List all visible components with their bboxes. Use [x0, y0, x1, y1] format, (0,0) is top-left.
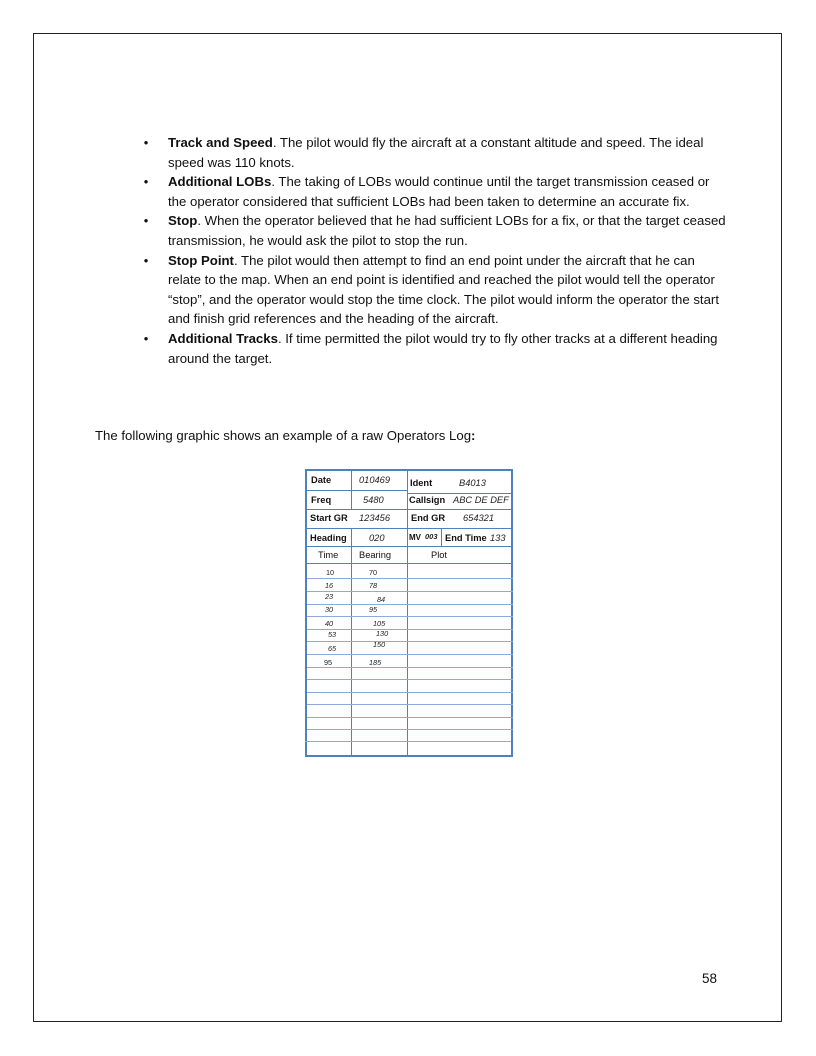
date-label: Date: [311, 475, 332, 485]
grid-line: [307, 692, 513, 693]
end-gr-value: 654321: [463, 513, 495, 523]
list-item: [141, 211, 731, 250]
time-entry: 30: [325, 605, 334, 614]
grid-line: [307, 729, 513, 730]
ident-label: Ident: [410, 478, 433, 488]
grid-line: [307, 490, 407, 491]
list-item: [141, 329, 731, 368]
grid-line: [307, 546, 513, 547]
plot-column-header: Plot: [431, 550, 448, 560]
bullet-text: . The taking of LOBs would continue until the target transmission ceased or the operator considered that sufficient LOBs had been taken to determine an accurate fix.: [168, 174, 710, 209]
mv-label: MV: [409, 533, 421, 542]
bearing-entry: 95: [369, 605, 378, 614]
freq-label: Freq: [311, 495, 332, 505]
intro-colon: :: [471, 428, 476, 443]
list-item: [141, 133, 731, 172]
bearing-entry: 70: [369, 568, 378, 577]
bearing-entry: 84: [377, 595, 386, 604]
time-entry: 16: [325, 581, 334, 590]
grid-line: [441, 528, 442, 546]
grid-line: [307, 654, 513, 655]
grid-line: [307, 667, 513, 668]
bullet-term: Additional Tracks: [168, 330, 278, 346]
bearing-entry: 130: [376, 629, 389, 638]
callsign-label: Callsign: [409, 495, 446, 505]
heading-value: 020: [369, 533, 385, 543]
freq-value: 5480: [363, 495, 384, 505]
time-entry: 40: [325, 619, 334, 628]
start-gr-label: Start GR: [310, 513, 348, 523]
bullet-icon: •: [143, 174, 149, 190]
ident-value: B4013: [459, 478, 486, 488]
time-entry: 65: [328, 644, 337, 653]
grid-line: [307, 528, 513, 529]
end-time-value: 133: [490, 533, 506, 543]
start-gr-value: 123456: [359, 513, 391, 523]
grid-line: [307, 616, 513, 617]
time-column-header: Time: [318, 550, 339, 560]
end-time-label: End Time: [445, 533, 487, 543]
grid-line: [307, 563, 513, 564]
bearing-entry: 105: [373, 619, 386, 628]
grid-line: [307, 578, 513, 579]
bullet-icon: •: [143, 135, 149, 150]
heading-label: Heading: [310, 533, 347, 543]
bullet-list: [141, 133, 731, 368]
date-value: 010469: [359, 475, 391, 485]
grid-line: [307, 704, 513, 705]
bullet-text: . The pilot would fly the aircraft at a constant altitude and speed. The ideal speed was 110 knots.: [168, 135, 704, 170]
intro-text: The following graphic shows an example of a raw Operators Log: [95, 428, 472, 443]
bullet-text: . If time permitted the pilot would try to fly other tracks at a different heading around the target.: [168, 330, 718, 366]
bullet-term: Additional LOBs: [168, 174, 272, 190]
list-item: [141, 172, 731, 211]
bearing-entry: 185: [369, 658, 382, 667]
bullet-icon: •: [143, 330, 149, 346]
page-number: 58: [702, 971, 718, 986]
intro-paragraph: [95, 426, 475, 445]
time-entry: 10: [326, 568, 335, 577]
bullet-icon: •: [143, 213, 149, 229]
grid-line: [307, 641, 513, 642]
grid-line: [307, 679, 513, 680]
bullet-text: . The pilot would then attempt to find an end point under the aircraft that he can relate to the map. When an end point is identified and reached the pilot would tell the operator “stop”, and the operator would stop the time clock. The pilot would inform the operator the start and finish grid references and the heading of the aircraft.: [168, 252, 719, 327]
bearing-column-header: Bearing: [359, 550, 392, 560]
bullet-icon: •: [143, 252, 149, 268]
mv-value: 003: [425, 532, 438, 541]
time-entry: 53: [328, 630, 337, 639]
grid-line: [307, 509, 513, 510]
grid-line: [351, 471, 352, 509]
grid-line: [305, 741, 511, 742]
grid-line: [351, 528, 352, 546]
list-item: [141, 251, 731, 329]
grid-line: [307, 629, 513, 630]
operators-log-form: [305, 469, 513, 757]
callsign-value: ABC DE DEF: [453, 495, 509, 505]
grid-line: [407, 493, 513, 494]
grid-line: [307, 717, 513, 718]
bullet-term: Stop Point: [168, 252, 234, 268]
grid-line: [407, 471, 408, 546]
bullet-text: . When the operator believed that he had sufficient LOBs for a fix, or that the target ceased transmission, he would ask the pilot to stop the run.: [168, 213, 726, 248]
bullet-term: Track and Speed: [168, 135, 273, 150]
bearing-entry: 150: [373, 640, 386, 649]
bullet-term: Stop: [168, 213, 198, 229]
time-entry: 23: [325, 592, 334, 601]
grid-line: [307, 591, 513, 592]
grid-line: [307, 604, 513, 605]
time-entry: 95: [324, 658, 333, 667]
end-gr-label: End GR: [411, 513, 446, 523]
bearing-entry: 78: [369, 581, 378, 590]
